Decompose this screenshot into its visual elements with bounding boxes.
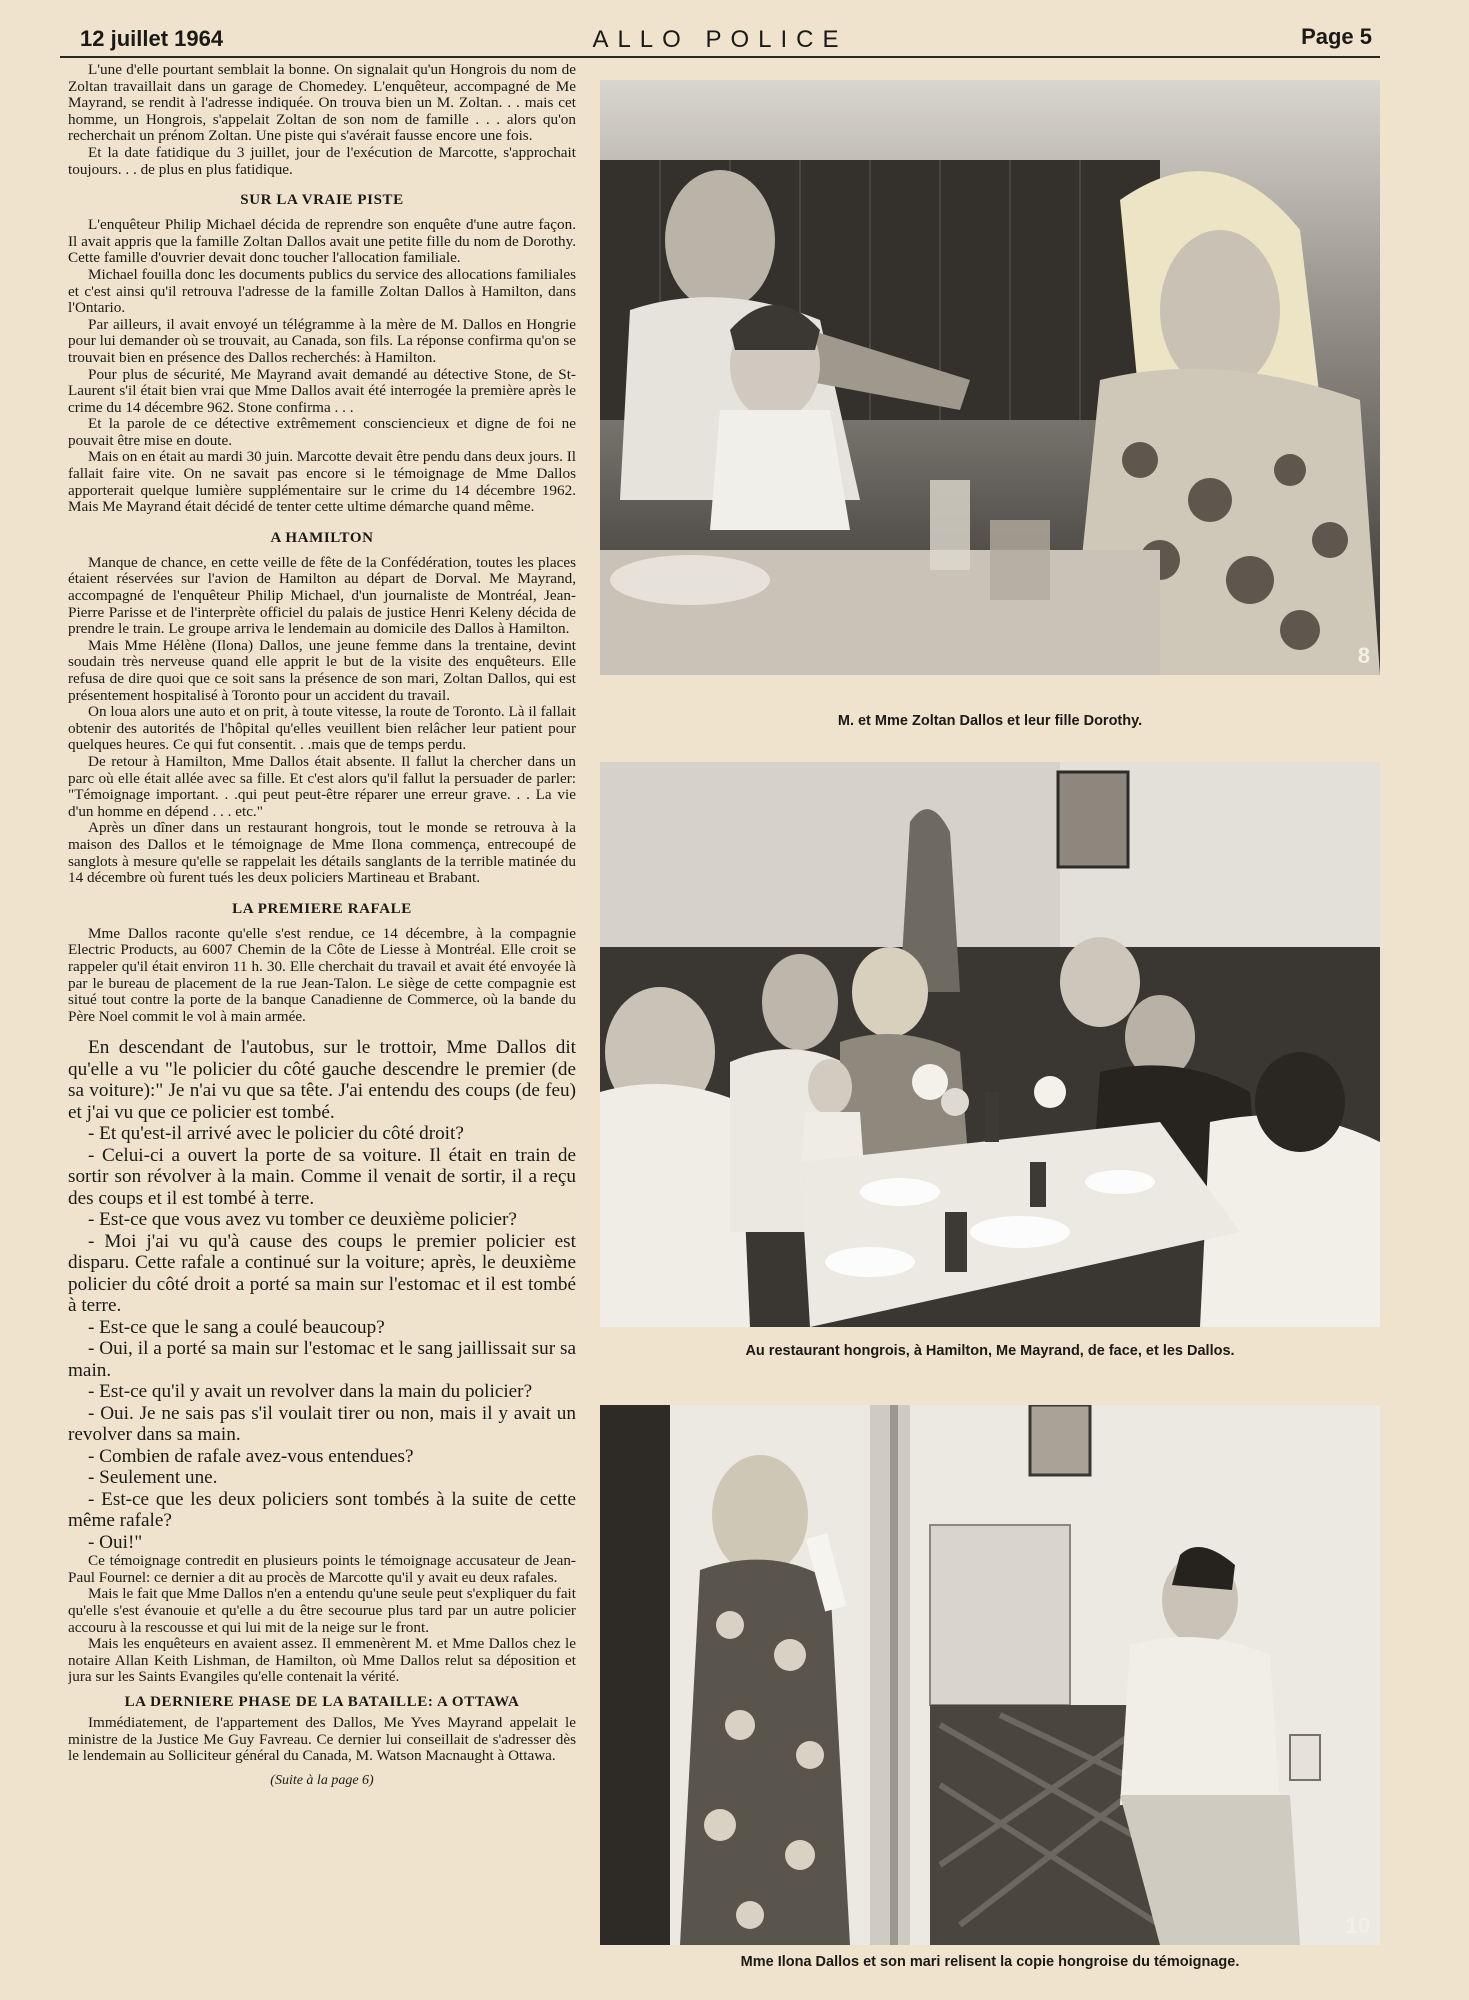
dialogue-line: - Oui!" <box>88 1531 143 1553</box>
dialogue-line: - Moi j'ai vu qu'à cause des coups le premier policier est disparu. Cette rafale a continué sur la voiture; après, le deuxième policier du côté droit a porté sa main sur l'estomac et il est tombé à terre. <box>68 1230 576 1317</box>
dialogue-line: - Combien de rafale avez-vous entendues? <box>88 1445 414 1467</box>
page-number: Page 5 <box>1301 24 1372 49</box>
photo-reading-testimony <box>600 1405 1380 1945</box>
dialogue-line: - Est-ce que le sang a coulé beaucoup? <box>88 1316 385 1338</box>
dialogue-line: - Est-ce que vous avez vu tomber ce deuxième policier? <box>88 1209 517 1231</box>
article-paragraph: Mais le fait que Mme Dallos n'en a entendu qu'une seule peut s'expliquer du fait qu'elle s'est évanouie et qu'elle a du être secourue plus tard par un autre policier accouru à la rescousse et qui lui mit de la neige sur le front. <box>68 1585 576 1636</box>
dialogue-line: - Oui, il a porté sa main sur l'estomac et le sang jaillissait sur sa main. <box>68 1338 576 1381</box>
issue-date: 12 juillet 1964 <box>80 26 224 51</box>
article-paragraph: Immédiatement, de l'appartement des Dallos, Me Yves Mayrand appelait le ministre de la Justice Me Guy Favreau. Ce dernier lui conseillait de s'adresser dès le lendemain au Solliciteur général du Canada, M. Watson Macnaught à Ottawa. <box>68 1714 576 1765</box>
article-paragraph: Michael fouilla donc les documents publics du service des allocations familiales et c'est ainsi qu'il retrouva l'adresse de la famille Zoltan Dallos à Hamilton, dans l'Ontario. <box>68 265 576 317</box>
continued-note: (Suite à la page 6) <box>270 1772 374 1788</box>
article-paragraph: Et la parole de ce détective extrêmement consciencieux et digne de foi ne pouvait être mise en doute. <box>68 415 576 449</box>
photo-number: 10 <box>1345 1913 1370 1938</box>
photo-caption: M. et Mme Zoltan Dallos et leur fille Dorothy. <box>837 713 1143 729</box>
section-heading: A HAMILTON <box>270 529 374 546</box>
article-paragraph: L'enquêteur Philip Michael décida de reprendre son enquête d'une autre façon. Il avait appris que la famille Zoltan Dallos avait une petite fille du nom de Dorothy. Cette famille d'ouvrier devait donc toucher l'allocation familiale. <box>68 216 576 267</box>
article-paragraph: Manque de chance, en cette veille de fête de la Confédération, toutes les places étaient réservées sur l'avion de Hamilton au départ de Dorval. Me Mayrand, accompagné de l'enquêteur Philip Michael, d'un journaliste de Montréal, Jean-Pierre Parisse et de l'interprète officiel du palais de justice Henri Keleny décida de prendre le train. Le groupe arriva le lendemain au domicile des Dallos à Hamilton. <box>68 553 576 638</box>
publication-title: ALLO POLICE <box>592 26 848 53</box>
dialogue-line: - Est-ce que les deux policiers sont tombés à la suite de cette même rafale? <box>68 1488 576 1532</box>
photo-family-image <box>600 80 1380 675</box>
photo-caption: Au restaurant hongrois, à Hamilton, Me Mayrand, de face, et les Dallos. <box>745 1343 1235 1359</box>
photo-number: 8 <box>1357 643 1370 668</box>
section-heading: LA PREMIERE RAFALE <box>232 900 412 917</box>
photo-restaurant <box>600 762 1380 1327</box>
photo-dallos-family <box>600 80 1380 675</box>
testimony-paragraph: En descendant de l'autobus, sur le trottoir, Mme Dallos dit qu'elle a vu "le policier du côté gauche descendre le premier (de sa voiture):" Je n'ai vu que sa tête. J'ai entendu des coups (de feu) et j'ai vu que ce policier est tombé. <box>68 1037 576 1123</box>
article-paragraph: Mais les enquêteurs en avaient assez. Il emmenèrent M. et Mme Dallos chez le notaire Allan Keith Lishman, de Hamilton, où Mme Dallos relut sa déposition et jura sur les Saints Evangiles qu'elle contenait la vérité. <box>68 1635 576 1686</box>
article-paragraph: Mme Dallos raconte qu'elle s'est rendue, ce 14 décembre, à la compagnie Electric Products, au 6007 Chemin de la Côte de Liesse à Montréal. Elle croit se rappeler qu'il était environ 11 h. 30. Elle cherchait du travail et avait été envoyée là par le bureau de placement de la rue Jean-Talon. Le siège de cette compagnie est situé tout contre la porte de la banque Canadienne de Commerce, où la bande du Père Noel commit le vol à main armée. <box>68 924 576 1025</box>
dialogue-line: - Est-ce qu'il y avait un revolver dans la main du policier? <box>88 1381 533 1403</box>
article-paragraph: De retour à Hamilton, Mme Dallos était absente. Il fallut la chercher dans un parc où elle était allée avec sa fille. Et c'est alors qu'il fallut la persuader de parler: "Témoignage important. . .qui peut peut-être réparer une erreur grave. . . La vie d'un homme en dépend . . . etc." <box>68 752 576 820</box>
dialogue-line: - Oui. Je ne sais pas s'il voulait tirer ou non, mais il y avait un revolver dans sa main. <box>68 1402 576 1446</box>
photo-caption: Mme Ilona Dallos et son mari relisent la copie hongroise du témoignage. <box>740 1954 1240 1970</box>
photo-restaurant-image <box>600 762 1380 1327</box>
photo-reading-image <box>600 1405 1380 1945</box>
article-paragraph: Ce témoignage contredit en plusieurs points le témoignage accusateur de Jean-Paul Fournel: ce dernier a dit au procès de Marcotte qu'il y avait eu deux rafales. <box>68 1552 576 1586</box>
article-paragraph: Pour plus de sécurité, Me Mayrand avait demandé au détective Stone, de St-Laurent s'il était bien vrai que Mme Dallos avait été interrogée la première après le crime du 14 décembre 962. Stone confirma . . . <box>68 365 576 416</box>
article-paragraph: Mais Mme Hélène (Ilona) Dallos, une jeune femme dans la trentaine, devint soudain très nerveuse quand elle apprit le but de la visite des enquêteurs. Elle refusa de dire quoi que ce soit sans la présence de son mari, Zoltan Dallos, qui est présentement hospitalisé à Toronto pour un accident du travail. <box>68 636 576 704</box>
page-header <box>60 22 1380 58</box>
article-paragraph: Après un dîner dans un restaurant hongrois, tout le monde se retrouva à la maison des Dallos et le témoignage de Mme Ilona commença, entrecoupé de sanglots à mesure qu'elle se rappelait les détails sanglants de la terrible matinée du 14 décembre où furent tués les deux policiers Martineau et Brabant. <box>68 819 576 887</box>
photo-number: 9 <box>1357 1295 1370 1320</box>
article-paragraph: Et la date fatidique du 3 juillet, jour de l'exécution de Marcotte, s'approchait toujours. . . de plus en plus fatidique. <box>68 143 576 178</box>
dialogue-line: - Celui-ci a ouvert la porte de sa voiture. Il était en train de sortir son révolver à la main. Comme il venait de sortir, il a reçu des coups et il est tombé à terre. <box>68 1144 576 1209</box>
article-paragraph: Par ailleurs, il avait envoyé un télégramme à la mère de M. Dallos en Hongrie pour lui demander où se trouvait, au Canada, son fils. La réponse confirma qu'on se trouvait bien en présence des Dallos recherchés: à Hamilton. <box>68 315 576 366</box>
article-paragraph: On loua alors une auto et on prit, à toute vitesse, la route de Toronto. Là il fallait obtenir des autorités de l'hôpital qu'elles veuillent bien relâcher leur patient pour quelques heures. Ce qui fut consentit. . .mais que de temps perdu. <box>68 703 576 754</box>
dialogue-line: - Seulement une. <box>88 1467 218 1489</box>
dialogue-line: - Et qu'est-il arrivé avec le policier du côté droit? <box>88 1123 464 1145</box>
article-paragraph: L'une d'elle pourtant semblait la bonne. On signalait qu'un Hongrois du nom de Zoltan travaillait dans un garage de Chomedey. L'enquêteur, accompagné de Me Mayrand, se rendit à l'adresse indiquée. On trouva bien un M. Zoltan. . . mais cet homme, un Hongrois, s'appelait Zoltan de son nom de famille . . . alors qu'on recherchait un prénom Zoltan. Une piste qui s'avérait fausse encore une fois. <box>68 62 576 145</box>
article-column <box>68 62 576 1962</box>
section-heading: LA DERNIERE PHASE DE LA BATAILLE: A OTTAWA <box>124 1694 520 1711</box>
section-heading: SUR LA VRAIE PISTE <box>240 192 404 209</box>
article-paragraph: Mais on en était au mardi 30 juin. Marcotte devait être pendu dans deux jours. Il fallait faire vite. On ne savait pas encore si le témoignage de Mme Dallos apporterait quelque lumière supplémentaire sur le crime du 14 décembre 1962. Mais Me Mayrand était décidé de tenter cette ultime démarche quand même. <box>68 448 576 516</box>
